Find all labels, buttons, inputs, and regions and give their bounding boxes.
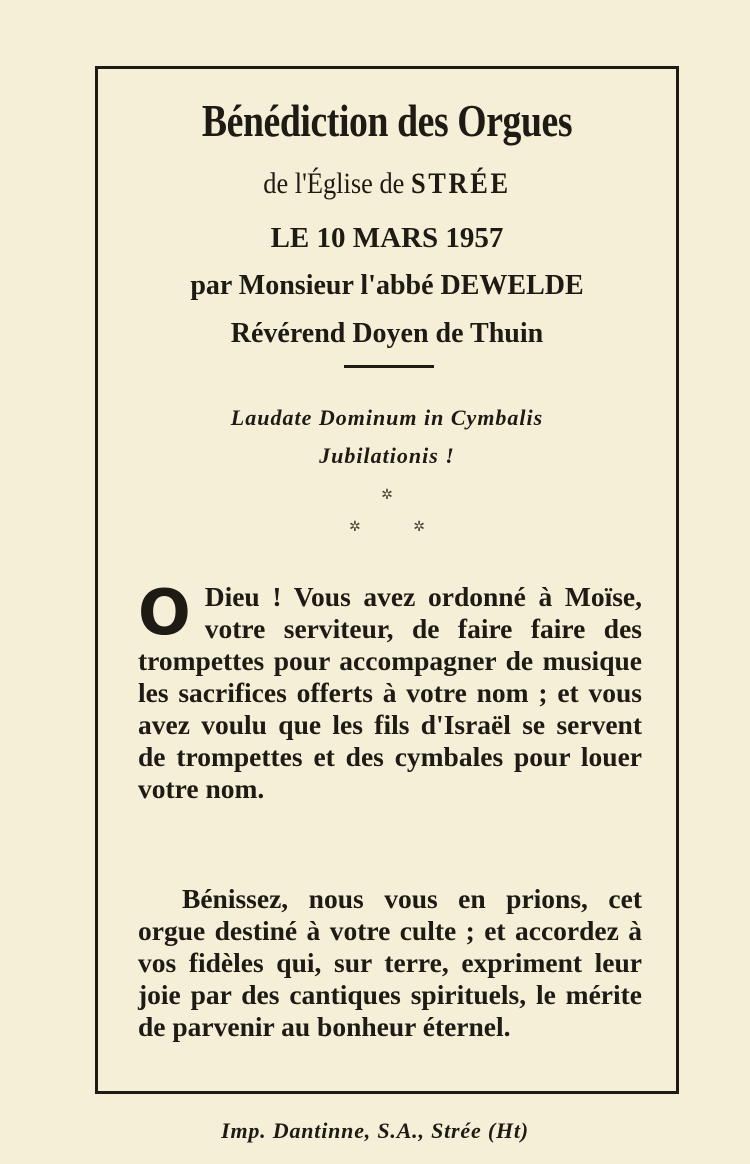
prayer-paragraph-1-text: Dieu ! Vous avez ordonné à Moïse, votre serviteur, de faire faire des trompettes pour accompagner de musique les sacrifices offerts à votre nom ; et vous avez voulu que les fils d'Israël se servent de trompettes et des cymbales pour louer votre nom. [138,581,642,804]
motto-line-1: Laudate Dominum in Cymbalis [230,405,544,430]
prayer-paragraph-1 [138,576,642,805]
church-prefix: de l'Église de [263,167,411,200]
prayer-paragraph-2: Bénissez, nous vous en prions, cet orgue destiné à votre culte ; et accordez à vos fidèles qui, sur terre, expriment leur joie par des cantiques spirituels, le mérite de parvenir au bonheur éternel. [138,883,642,1042]
dean-line: Révérend Doyen de Thuin [230,318,544,349]
church-line [133,167,642,201]
card-title: Bénédiction des Orgues [201,95,573,146]
prayer-card [95,66,679,1094]
motto-line-2: Jubilationis ! [319,443,455,468]
ornament-stars-pair-icon: ✲ ✲ [349,519,425,535]
ornament-star-icon: ✲ [381,487,393,503]
church-town: STRÉE [410,167,511,200]
event-date: LE 10 MARS 1957 [270,222,504,254]
divider-rule [344,365,434,368]
drop-cap: O [138,576,191,649]
officiant-line: par Monsieur l'abbé DEWELDE [190,270,584,301]
printer-credit: Imp. Dantinne, S.A., Strée (Ht) [221,1118,529,1143]
